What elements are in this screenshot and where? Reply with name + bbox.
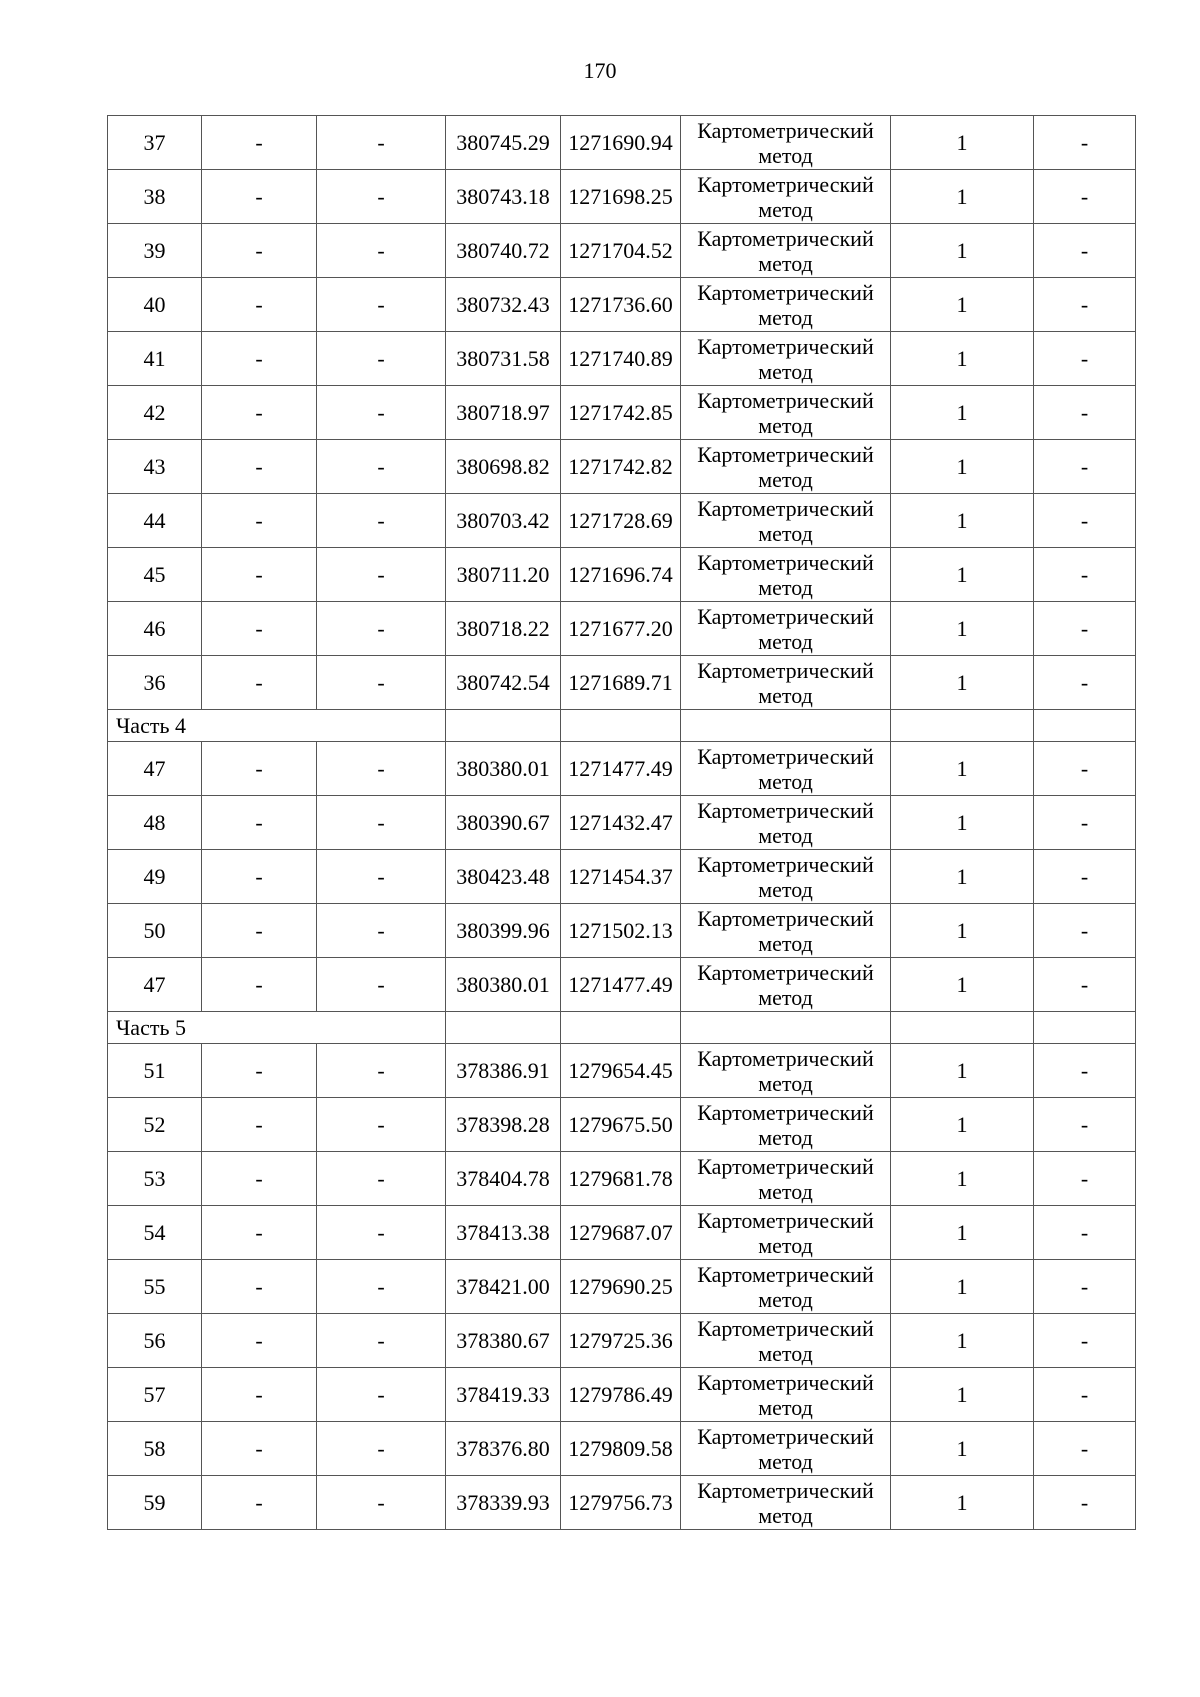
y-coordinate-cell: 1271477.49 (561, 742, 681, 796)
description-cell: - (1034, 1260, 1136, 1314)
accuracy-cell: 1 (891, 904, 1034, 958)
old-x-cell: - (202, 1152, 317, 1206)
description-cell: - (1034, 548, 1136, 602)
old-y-cell: - (317, 602, 446, 656)
x-coordinate-cell: 378413.38 (446, 1206, 561, 1260)
point-number-cell: 47 (108, 742, 202, 796)
table-row (108, 796, 1136, 850)
table-row (108, 958, 1136, 1012)
description-cell: - (1034, 440, 1136, 494)
table-row (108, 656, 1136, 710)
old-y-cell: - (317, 796, 446, 850)
empty-cell (446, 1012, 561, 1044)
old-y-cell: - (317, 170, 446, 224)
method-cell: Картометрический метод (681, 1260, 891, 1314)
old-x-cell: - (202, 796, 317, 850)
table-row (108, 742, 1136, 796)
empty-cell (1034, 1012, 1136, 1044)
old-x-cell: - (202, 742, 317, 796)
method-cell: Картометрический метод (681, 1098, 891, 1152)
old-x-cell: - (202, 1422, 317, 1476)
description-cell: - (1034, 958, 1136, 1012)
old-x-cell: - (202, 602, 317, 656)
point-number-cell: 46 (108, 602, 202, 656)
y-coordinate-cell: 1271728.69 (561, 494, 681, 548)
old-y-cell: - (317, 1314, 446, 1368)
accuracy-cell: 1 (891, 796, 1034, 850)
x-coordinate-cell: 380718.22 (446, 602, 561, 656)
x-coordinate-cell: 380740.72 (446, 224, 561, 278)
old-y-cell: - (317, 958, 446, 1012)
description-cell: - (1034, 1044, 1136, 1098)
page-number: 170 (583, 58, 617, 83)
description-cell: - (1034, 116, 1136, 170)
method-cell: Картометрический метод (681, 386, 891, 440)
x-coordinate-cell: 380711.20 (446, 548, 561, 602)
accuracy-cell: 1 (891, 332, 1034, 386)
x-coordinate-cell: 380390.67 (446, 796, 561, 850)
y-coordinate-cell: 1271689.71 (561, 656, 681, 710)
table-body (108, 116, 1136, 1530)
empty-cell (681, 1012, 891, 1044)
empty-cell (1034, 710, 1136, 742)
accuracy-cell: 1 (891, 1368, 1034, 1422)
point-number-cell: 53 (108, 1152, 202, 1206)
x-coordinate-cell: 380742.54 (446, 656, 561, 710)
accuracy-cell: 1 (891, 1152, 1034, 1206)
table-row (108, 386, 1136, 440)
old-x-cell: - (202, 1098, 317, 1152)
old-x-cell: - (202, 1476, 317, 1530)
table-row (108, 1422, 1136, 1476)
point-number-cell: 38 (108, 170, 202, 224)
accuracy-cell: 1 (891, 224, 1034, 278)
table-row (108, 850, 1136, 904)
x-coordinate-cell: 378404.78 (446, 1152, 561, 1206)
method-cell: Картометрический метод (681, 1152, 891, 1206)
table-row (108, 1368, 1136, 1422)
old-x-cell: - (202, 1044, 317, 1098)
point-number-cell: 44 (108, 494, 202, 548)
table-row (108, 332, 1136, 386)
table-row (108, 1314, 1136, 1368)
description-cell: - (1034, 1314, 1136, 1368)
point-number-cell: 43 (108, 440, 202, 494)
table-row (108, 1152, 1136, 1206)
point-number-cell: 56 (108, 1314, 202, 1368)
description-cell: - (1034, 796, 1136, 850)
old-y-cell: - (317, 1422, 446, 1476)
old-y-cell: - (317, 904, 446, 958)
table-row (108, 116, 1136, 170)
accuracy-cell: 1 (891, 170, 1034, 224)
old-y-cell: - (317, 1260, 446, 1314)
y-coordinate-cell: 1271677.20 (561, 602, 681, 656)
description-cell: - (1034, 494, 1136, 548)
accuracy-cell: 1 (891, 386, 1034, 440)
description-cell: - (1034, 224, 1136, 278)
y-coordinate-cell: 1271742.82 (561, 440, 681, 494)
point-number-cell: 57 (108, 1368, 202, 1422)
y-coordinate-cell: 1279687.07 (561, 1206, 681, 1260)
table-row (108, 224, 1136, 278)
point-number-cell: 54 (108, 1206, 202, 1260)
method-cell: Картометрический метод (681, 958, 891, 1012)
method-cell: Картометрический метод (681, 602, 891, 656)
point-number-cell: 58 (108, 1422, 202, 1476)
point-number-cell: 55 (108, 1260, 202, 1314)
point-number-cell: 37 (108, 116, 202, 170)
section-label: Часть 4 (108, 710, 446, 742)
old-x-cell: - (202, 904, 317, 958)
method-cell: Картометрический метод (681, 170, 891, 224)
description-cell: - (1034, 1152, 1136, 1206)
point-number-cell: 45 (108, 548, 202, 602)
description-cell: - (1034, 1368, 1136, 1422)
old-y-cell: - (317, 278, 446, 332)
method-cell: Картометрический метод (681, 440, 891, 494)
description-cell: - (1034, 1422, 1136, 1476)
accuracy-cell: 1 (891, 850, 1034, 904)
point-number-cell: 48 (108, 796, 202, 850)
accuracy-cell: 1 (891, 1314, 1034, 1368)
old-y-cell: - (317, 1206, 446, 1260)
y-coordinate-cell: 1271696.74 (561, 548, 681, 602)
table-row (108, 904, 1136, 958)
section-row (108, 710, 1136, 742)
accuracy-cell: 1 (891, 1422, 1034, 1476)
coordinates-table (107, 115, 1136, 1530)
accuracy-cell: 1 (891, 958, 1034, 1012)
old-x-cell: - (202, 494, 317, 548)
table-row (108, 1476, 1136, 1530)
point-number-cell: 59 (108, 1476, 202, 1530)
method-cell: Картометрический метод (681, 796, 891, 850)
description-cell: - (1034, 656, 1136, 710)
old-y-cell: - (317, 656, 446, 710)
point-number-cell: 39 (108, 224, 202, 278)
section-label: Часть 5 (108, 1012, 446, 1044)
x-coordinate-cell: 378380.67 (446, 1314, 561, 1368)
y-coordinate-cell: 1271736.60 (561, 278, 681, 332)
x-coordinate-cell: 380743.18 (446, 170, 561, 224)
old-y-cell: - (317, 1152, 446, 1206)
accuracy-cell: 1 (891, 1044, 1034, 1098)
method-cell: Картометрический метод (681, 332, 891, 386)
old-y-cell: - (317, 386, 446, 440)
accuracy-cell: 1 (891, 1260, 1034, 1314)
empty-cell (891, 710, 1034, 742)
y-coordinate-cell: 1271742.85 (561, 386, 681, 440)
accuracy-cell: 1 (891, 548, 1034, 602)
x-coordinate-cell: 380703.42 (446, 494, 561, 548)
method-cell: Картометрический метод (681, 1206, 891, 1260)
description-cell: - (1034, 1098, 1136, 1152)
old-y-cell: - (317, 116, 446, 170)
x-coordinate-cell: 380423.48 (446, 850, 561, 904)
x-coordinate-cell: 380731.58 (446, 332, 561, 386)
empty-cell (561, 1012, 681, 1044)
table-row (108, 170, 1136, 224)
method-cell: Картометрический метод (681, 548, 891, 602)
old-y-cell: - (317, 1098, 446, 1152)
method-cell: Картометрический метод (681, 656, 891, 710)
x-coordinate-cell: 378398.28 (446, 1098, 561, 1152)
x-coordinate-cell: 380380.01 (446, 742, 561, 796)
table-row (108, 278, 1136, 332)
table-row (108, 602, 1136, 656)
accuracy-cell: 1 (891, 116, 1034, 170)
description-cell: - (1034, 332, 1136, 386)
accuracy-cell: 1 (891, 1476, 1034, 1530)
y-coordinate-cell: 1271432.47 (561, 796, 681, 850)
x-coordinate-cell: 380718.97 (446, 386, 561, 440)
table-row (108, 1098, 1136, 1152)
method-cell: Картометрический метод (681, 1368, 891, 1422)
table-row (108, 440, 1136, 494)
x-coordinate-cell: 380698.82 (446, 440, 561, 494)
method-cell: Картометрический метод (681, 1314, 891, 1368)
y-coordinate-cell: 1279654.45 (561, 1044, 681, 1098)
old-y-cell: - (317, 1368, 446, 1422)
y-coordinate-cell: 1271690.94 (561, 116, 681, 170)
y-coordinate-cell: 1271454.37 (561, 850, 681, 904)
y-coordinate-cell: 1279681.78 (561, 1152, 681, 1206)
old-x-cell: - (202, 656, 317, 710)
old-x-cell: - (202, 850, 317, 904)
point-number-cell: 41 (108, 332, 202, 386)
y-coordinate-cell: 1279675.50 (561, 1098, 681, 1152)
description-cell: - (1034, 1206, 1136, 1260)
description-cell: - (1034, 904, 1136, 958)
old-y-cell: - (317, 850, 446, 904)
empty-cell (891, 1012, 1034, 1044)
old-x-cell: - (202, 386, 317, 440)
old-y-cell: - (317, 1044, 446, 1098)
table-row (108, 1044, 1136, 1098)
method-cell: Картометрический метод (681, 278, 891, 332)
old-x-cell: - (202, 116, 317, 170)
method-cell: Картометрический метод (681, 1476, 891, 1530)
x-coordinate-cell: 380399.96 (446, 904, 561, 958)
x-coordinate-cell: 378421.00 (446, 1260, 561, 1314)
accuracy-cell: 1 (891, 656, 1034, 710)
y-coordinate-cell: 1279809.58 (561, 1422, 681, 1476)
description-cell: - (1034, 850, 1136, 904)
old-x-cell: - (202, 224, 317, 278)
old-y-cell: - (317, 332, 446, 386)
x-coordinate-cell: 380380.01 (446, 958, 561, 1012)
table-row (108, 1260, 1136, 1314)
old-y-cell: - (317, 742, 446, 796)
old-x-cell: - (202, 332, 317, 386)
accuracy-cell: 1 (891, 602, 1034, 656)
method-cell: Картометрический метод (681, 1422, 891, 1476)
empty-cell (681, 710, 891, 742)
x-coordinate-cell: 378386.91 (446, 1044, 561, 1098)
y-coordinate-cell: 1279756.73 (561, 1476, 681, 1530)
accuracy-cell: 1 (891, 494, 1034, 548)
x-coordinate-cell: 380732.43 (446, 278, 561, 332)
method-cell: Картометрический метод (681, 116, 891, 170)
old-x-cell: - (202, 1260, 317, 1314)
old-x-cell: - (202, 1206, 317, 1260)
description-cell: - (1034, 602, 1136, 656)
point-number-cell: 51 (108, 1044, 202, 1098)
old-x-cell: - (202, 278, 317, 332)
old-y-cell: - (317, 440, 446, 494)
x-coordinate-cell: 378419.33 (446, 1368, 561, 1422)
description-cell: - (1034, 170, 1136, 224)
y-coordinate-cell: 1279725.36 (561, 1314, 681, 1368)
old-x-cell: - (202, 170, 317, 224)
point-number-cell: 47 (108, 958, 202, 1012)
empty-cell (446, 710, 561, 742)
table-row (108, 1206, 1136, 1260)
description-cell: - (1034, 386, 1136, 440)
point-number-cell: 36 (108, 656, 202, 710)
x-coordinate-cell: 378339.93 (446, 1476, 561, 1530)
old-y-cell: - (317, 224, 446, 278)
accuracy-cell: 1 (891, 278, 1034, 332)
y-coordinate-cell: 1271502.13 (561, 904, 681, 958)
accuracy-cell: 1 (891, 440, 1034, 494)
accuracy-cell: 1 (891, 1206, 1034, 1260)
point-number-cell: 40 (108, 278, 202, 332)
point-number-cell: 49 (108, 850, 202, 904)
section-row (108, 1012, 1136, 1044)
method-cell: Картометрический метод (681, 224, 891, 278)
accuracy-cell: 1 (891, 1098, 1034, 1152)
old-y-cell: - (317, 1476, 446, 1530)
y-coordinate-cell: 1279786.49 (561, 1368, 681, 1422)
point-number-cell: 42 (108, 386, 202, 440)
method-cell: Картометрический метод (681, 742, 891, 796)
old-y-cell: - (317, 548, 446, 602)
old-x-cell: - (202, 548, 317, 602)
x-coordinate-cell: 378376.80 (446, 1422, 561, 1476)
description-cell: - (1034, 278, 1136, 332)
description-cell: - (1034, 742, 1136, 796)
old-y-cell: - (317, 494, 446, 548)
description-cell: - (1034, 1476, 1136, 1530)
empty-cell (561, 710, 681, 742)
x-coordinate-cell: 380745.29 (446, 116, 561, 170)
table-row (108, 494, 1136, 548)
y-coordinate-cell: 1271704.52 (561, 224, 681, 278)
point-number-cell: 50 (108, 904, 202, 958)
y-coordinate-cell: 1271477.49 (561, 958, 681, 1012)
method-cell: Картометрический метод (681, 1044, 891, 1098)
y-coordinate-cell: 1279690.25 (561, 1260, 681, 1314)
old-x-cell: - (202, 1314, 317, 1368)
old-x-cell: - (202, 958, 317, 1012)
y-coordinate-cell: 1271740.89 (561, 332, 681, 386)
method-cell: Картометрический метод (681, 904, 891, 958)
accuracy-cell: 1 (891, 742, 1034, 796)
table-row (108, 548, 1136, 602)
old-x-cell: - (202, 1368, 317, 1422)
method-cell: Картометрический метод (681, 850, 891, 904)
old-x-cell: - (202, 440, 317, 494)
method-cell: Картометрический метод (681, 494, 891, 548)
y-coordinate-cell: 1271698.25 (561, 170, 681, 224)
point-number-cell: 52 (108, 1098, 202, 1152)
